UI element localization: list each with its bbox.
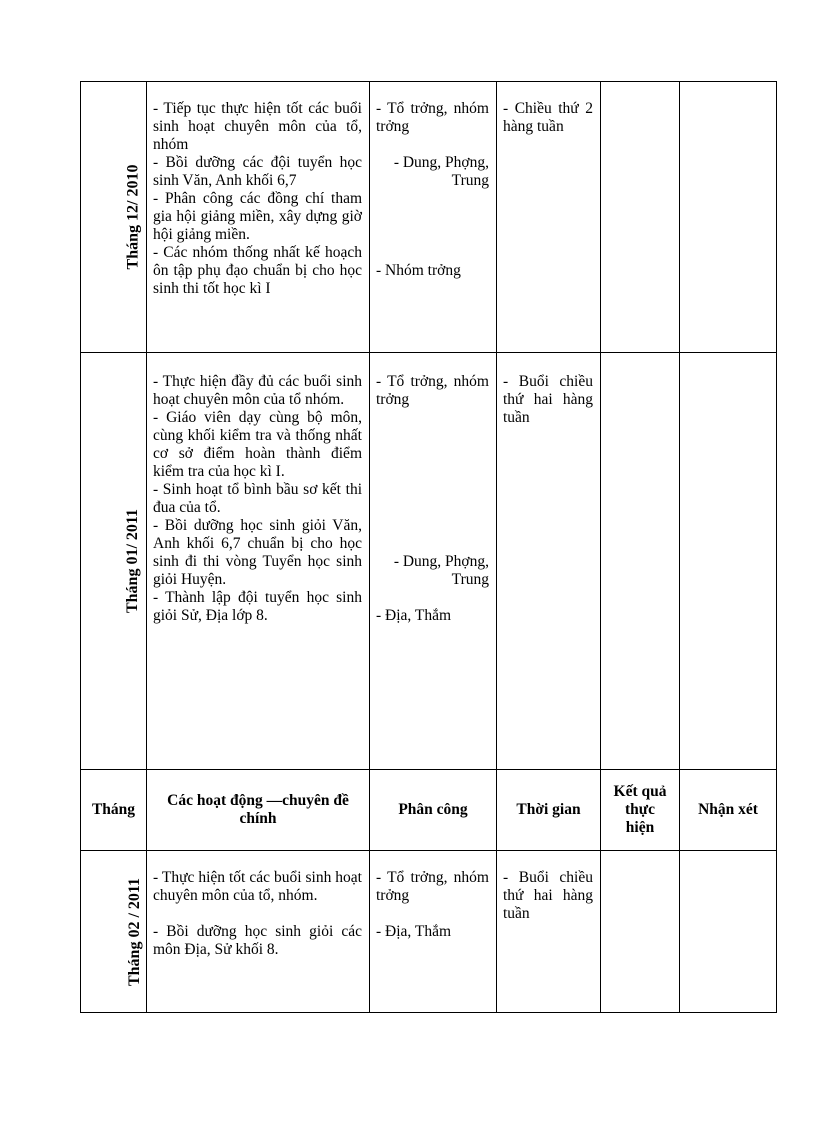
assignment-item: - Nhóm trởng — [376, 262, 461, 279]
activities-cell — [147, 82, 370, 353]
header-assignment: Phân công — [370, 770, 497, 851]
assignment-cell — [370, 353, 497, 770]
month-cell — [81, 851, 147, 1013]
header-activities: Các hoạt động —chuyên đề chính — [147, 770, 370, 851]
assignment-cell — [370, 851, 497, 1013]
time-text: - Buổi chiều thứ hai hàng tuần — [503, 869, 593, 922]
table-row — [81, 353, 777, 770]
assignment-item: - Dung, Phợng, Trung — [393, 553, 489, 588]
activity-item: - Giáo viên dạy cùng bộ môn, cùng khối kiểm tra và thống nhất cơ sở điểm hoàn thành điểm kiểm tra của học kì I. — [153, 409, 362, 480]
activity-item: - Bồi dưỡng học sinh giỏi Văn, Anh khối 6,7 chuẩn bị cho học sinh đi thi vòng Tuyển học sinh giỏi Huyện. — [153, 517, 362, 588]
time-text: - Chiều thứ 2 hàng tuần — [503, 100, 593, 135]
header-month: Tháng — [81, 770, 147, 851]
assignment-item: - Tổ trởng, nhóm trởng — [376, 869, 489, 904]
table-row — [81, 851, 777, 1013]
activity-item: - Tiếp tục thực hiện tốt các buổi sinh hoạt chuyên môn của tổ, nhóm — [153, 100, 362, 153]
assignment-item: - Dung, Phợng, Trung — [393, 154, 489, 189]
header-result: Kết quả thực hiện — [601, 770, 680, 851]
month-cell — [81, 353, 147, 770]
plan-table — [80, 81, 777, 1013]
time-cell — [497, 851, 601, 1013]
time-text: - Buổi chiều thứ hai hàng tuần — [503, 373, 593, 426]
header-row — [81, 770, 777, 851]
assignment-cell — [370, 82, 497, 353]
activity-item: - Phân công các đồng chí tham gia hội giảng miền, xây dựng giờ hội giảng miền. — [153, 190, 362, 243]
activity-item: - Bồi dưỡng học sinh giỏi các môn Địa, Sử khối 8. — [153, 923, 362, 958]
result-cell — [601, 82, 680, 353]
month-label: Tháng 02 / 2011 — [126, 877, 144, 986]
activity-item: - Thực hiện đầy đủ các buổi sinh hoạt chuyên môn của tổ nhóm. — [153, 373, 362, 408]
activity-item: - Thành lập đội tuyển học sinh giỏi Sử, Địa lớp 8. — [153, 589, 362, 624]
activity-item: - Thực hiện tốt các buổi sinh hoạt chuyên môn của tổ, nhóm. — [153, 869, 362, 904]
activities-cell — [147, 353, 370, 770]
header-remarks: Nhận xét — [680, 770, 777, 851]
result-cell — [601, 353, 680, 770]
month-label: Tháng 01/ 2011 — [124, 508, 142, 614]
activity-item: - Sinh hoạt tổ bình bầu sơ kết thi đua của tổ. — [153, 481, 362, 516]
assignment-item: - Tổ trởng, nhóm trởng — [376, 100, 489, 135]
table-row — [81, 82, 777, 353]
assignment-item: - Tổ trởng, nhóm trởng — [376, 373, 489, 408]
result-cell — [601, 851, 680, 1013]
time-cell — [497, 353, 601, 770]
remarks-cell — [680, 353, 777, 770]
remarks-cell — [680, 851, 777, 1013]
assignment-item: - Địa, Thắm — [376, 607, 452, 624]
month-cell — [81, 82, 147, 353]
remarks-cell — [680, 82, 777, 353]
assignment-item: - Địa, Thắm — [376, 923, 452, 940]
header-time: Thời gian — [497, 770, 601, 851]
activities-cell — [147, 851, 370, 1013]
time-cell — [497, 82, 601, 353]
activity-item: - Các nhóm thống nhất kế hoạch ôn tập phụ đạo chuẩn bị cho học sinh thi tốt học kì I — [153, 244, 362, 297]
month-label: Tháng 12/ 2010 — [124, 164, 142, 270]
activity-item: - Bồi dưỡng các đội tuyển học sinh Văn, Anh khối 6,7 — [153, 154, 362, 189]
